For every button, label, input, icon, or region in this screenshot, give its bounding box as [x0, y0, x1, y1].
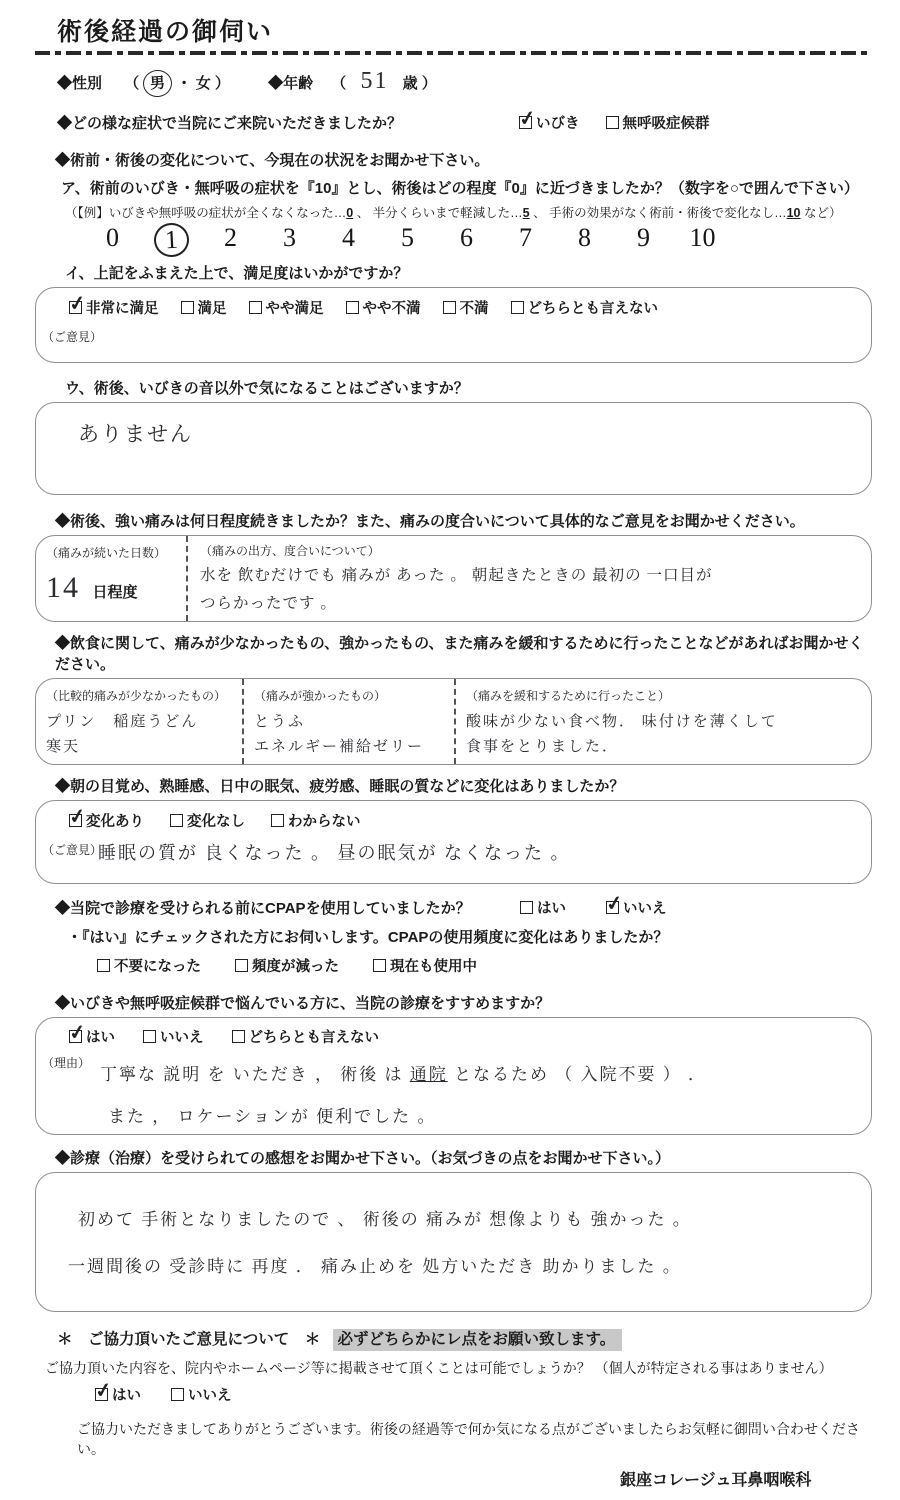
example-text: 、 手術の効果がなく術前・術後で変化なし… — [529, 206, 787, 220]
checkbox-icon — [271, 814, 284, 827]
checkbox-susume-hai[interactable] — [69, 1026, 115, 1047]
scale-number-0[interactable]: 0 — [106, 223, 119, 252]
scale-number-2[interactable]: 2 — [224, 223, 237, 252]
sleep-options — [36, 801, 871, 831]
food-relief-label: （痛みを緩和するために行ったこと） — [466, 689, 671, 703]
checkbox-icon — [69, 814, 82, 827]
age-label: ◆年齢 — [268, 75, 314, 92]
example-num-5: 5 — [522, 206, 530, 220]
other-concerns-answer: ありません — [78, 422, 193, 446]
profile-row — [57, 68, 872, 97]
satisfaction-question: イ、上記をふまえた上で、満足度はいかがですか？ — [65, 265, 409, 282]
impressions-box[interactable] — [35, 1172, 872, 1312]
checkbox-wakaranai[interactable] — [271, 810, 361, 831]
checkbox-label: 満足 — [197, 301, 227, 317]
reason-text: 丁寧な 説明 を いただき ， 術後 は — [100, 1065, 410, 1084]
change-sub-question: ア、術前のいびき・無呼吸の症状を『10』とし、術後はどの程度『0』に近づきましたか？（数字を○で囲んで下さい） — [61, 180, 859, 197]
pain-box — [35, 535, 872, 622]
age-value-handwritten[interactable]: 51 — [360, 68, 389, 94]
checkbox-icon — [519, 116, 532, 129]
example-text: （【例】いびきや無呼吸の症状が全くなくなった… — [65, 206, 347, 220]
recommend-question: ◆いびきや無呼吸症候群で悩んでいる方に、当院の診療をすすめますか？ — [55, 995, 551, 1012]
food-relief-line2: 食事をとりました． — [466, 739, 620, 755]
page-title: 術後経過の御伺い — [57, 19, 274, 46]
footer-feedback-line — [57, 1327, 872, 1349]
gender-middle: ・ 女 ） — [176, 75, 230, 92]
food-heading: ◆飲食に関して、痛みが少なかったもの、強かったもの、また痛みを緩和するために行ったことなどがあればお聞かせください。 — [55, 635, 864, 673]
checkbox-cpap-hai[interactable] — [520, 897, 566, 918]
cpap-followup-options — [97, 955, 872, 976]
scale-number-10[interactable]: 10 — [689, 223, 716, 252]
food-relief-line1: 酸味が少ない食べ物． 味付けを薄くして — [466, 714, 778, 730]
sleep-heading: ◆朝の目覚め、熟睡感、日中の眠気、疲労感、睡眠の質などに変化はありましたか？ — [55, 778, 625, 795]
checkbox-label: いいえ — [623, 901, 667, 917]
checkbox-icon — [606, 901, 619, 914]
checkbox-publish-hai[interactable] — [95, 1384, 141, 1405]
food-more-pain-line1: とうふ — [254, 714, 306, 730]
checkbox-label: いいえ — [188, 1388, 232, 1404]
checkbox-label: やや不満 — [362, 301, 421, 317]
checkbox-cpap-iie[interactable] — [606, 897, 667, 918]
checkbox-label: 頻度が減った — [252, 959, 339, 975]
checkbox-label: はい — [86, 1030, 115, 1046]
checkbox-label: どちらとも言えない — [527, 301, 658, 317]
reason-text: となるため （ 入院不要 ） ． — [447, 1065, 707, 1084]
example-num-10: 10 — [786, 206, 801, 220]
checkbox-susume-iie[interactable] — [143, 1026, 204, 1047]
symptom-question: ◆どの様な症状で当院にご来院いただきましたか？ — [57, 115, 403, 132]
checkbox-genzai-shiyou[interactable] — [373, 955, 477, 976]
feedback-highlight: 必ずどちらかにレ点をお願い致します。 — [333, 1329, 623, 1351]
recommend-box — [35, 1017, 872, 1135]
recommend-reason-line2[interactable]: また ， ロケーションが 便利でした 。 — [108, 1107, 437, 1126]
checkbox-icon — [171, 1388, 184, 1401]
pain-days-value: 14 — [46, 571, 80, 604]
age-paren-close: 歳 ） — [402, 75, 437, 92]
sleep-comment-value[interactable]: 睡眠の質が 良くなった 。 昼の眠気が なくなった 。 — [98, 843, 571, 863]
scale-number-1-circled[interactable]: 1 — [142, 223, 201, 257]
food-more-pain-label: （痛みが強かったもの） — [254, 689, 387, 703]
gender-male-circled[interactable]: 男 — [142, 69, 173, 98]
pain-detail-line1: 水を 飲むだけでも 痛みが あった 。 朝起きたときの 最初の 一口目が — [200, 567, 713, 584]
cpap-question: ◆当院で診療を受けられる前にCPAPを使用していましたか？ — [55, 900, 471, 917]
checkbox-icon — [232, 1030, 245, 1043]
impressions-line2: 一週間後の 受診時に 再度 ． 痛み止めを 処方いただき 助かりました 。 — [68, 1257, 682, 1276]
pain-detail-column[interactable] — [186, 536, 871, 621]
publish-question: ご協力頂いた内容を、院内やホームページ等に掲載させて頂くことは可能でしょうか？ （個人が特定される事はありません） — [45, 1360, 833, 1376]
checkbox-henka-ari[interactable] — [69, 810, 144, 831]
checkbox-icon — [235, 959, 248, 972]
scale-number-3[interactable]: 3 — [283, 223, 296, 252]
checkbox-label: いいえ — [160, 1030, 204, 1046]
cpap-row — [55, 897, 872, 918]
checkbox-icon — [95, 1388, 108, 1401]
checkbox-fuman[interactable] — [443, 297, 489, 318]
checkbox-icon — [97, 959, 110, 972]
food-box — [35, 678, 872, 765]
checkbox-yaya-manzoku[interactable] — [249, 297, 324, 318]
checkbox-icon — [181, 301, 194, 314]
checkbox-icon — [143, 1030, 156, 1043]
food-less-pain-column[interactable] — [36, 679, 242, 764]
checkbox-label: わからない — [288, 814, 361, 830]
checkbox-hindo-hetta[interactable] — [235, 955, 339, 976]
checkbox-icon — [511, 301, 524, 314]
checkbox-mukokyu[interactable] — [606, 112, 710, 133]
scale-number-5[interactable]: 5 — [401, 223, 414, 252]
pain-detail-label: （痛みの出方、度合いについて） — [200, 544, 380, 558]
example-text: など） — [800, 206, 842, 220]
scale-number-9[interactable]: 9 — [637, 223, 650, 252]
reason-label: （理由） — [42, 1056, 91, 1070]
reason-text-underlined: 通院 — [409, 1065, 448, 1084]
title-divider — [35, 51, 872, 55]
symptom-row — [57, 112, 872, 133]
feedback-note: ＊ ご協力頂いたご意見について ＊ — [57, 1331, 321, 1348]
impressions-heading: ◆診療（治療）を受けられての感想をお聞かせ下さい。（お気づきの点をお聞かせ下さい。） — [55, 1150, 671, 1167]
gender-label: ◆性別 — [57, 75, 103, 92]
checkbox-hijouni-manzoku[interactable] — [69, 297, 159, 318]
publish-options — [95, 1384, 872, 1405]
checkbox-icon — [170, 814, 183, 827]
other-concerns-box[interactable] — [35, 402, 872, 495]
checkbox-icon — [443, 301, 456, 314]
food-less-pain-label: （比較的痛みが少なかったもの） — [46, 689, 227, 703]
pain-detail-line2: つらかったです 。 — [200, 595, 337, 612]
checkbox-label: 非常に満足 — [86, 301, 159, 317]
comment-label: （ご意見） — [42, 843, 103, 857]
checkbox-icon — [69, 301, 82, 314]
scale-number-4[interactable]: 4 — [342, 223, 355, 252]
satisfaction-options — [36, 288, 871, 318]
checkbox-label: 現在も使用中 — [390, 959, 477, 975]
checkbox-icon — [346, 301, 359, 314]
other-concerns-question: ウ、術後、いびきの音以外で気になることはございますか？ — [65, 380, 469, 397]
checkbox-label: 無呼吸症候群 — [622, 116, 710, 132]
recommend-options — [36, 1018, 871, 1047]
satisfaction-box — [35, 287, 872, 363]
checkbox-yaya-fuman[interactable] — [346, 297, 421, 318]
clinic-name: 銀座コレージュ耳鼻咽喉科 — [620, 1472, 812, 1489]
pain-days-label: （痛みが続いた日数） — [46, 546, 167, 560]
checkbox-henka-nashi[interactable] — [170, 810, 245, 831]
checkbox-manzoku[interactable] — [181, 297, 227, 318]
checkbox-icon — [69, 1030, 82, 1043]
checkbox-dochiratomo[interactable] — [511, 297, 659, 318]
checkbox-label: はい — [537, 901, 566, 917]
checkbox-label: 不満 — [459, 301, 489, 317]
pain-heading: ◆術後、強い痛みは何日程度続きましたか？また、痛みの度合いについて具体的なご意見をお聞かせください。 — [55, 513, 805, 530]
food-more-pain-line2: エネルギー補給ゼリー — [254, 739, 425, 755]
thanks-message: ご協力いただきましてありがとうございます。術後の経過等で何か気になる点がございましたらお気軽に御問い合わせください。 — [77, 1421, 860, 1457]
checkbox-label: やや満足 — [265, 301, 324, 317]
scale-number-6[interactable]: 6 — [460, 223, 473, 252]
pain-days-unit: 日程度 — [92, 584, 138, 601]
food-less-pain-line1: プリン 稲庭うどん — [46, 714, 199, 730]
recommend-reason-line1[interactable] — [100, 1060, 707, 1085]
checkbox-label: 変化あり — [86, 814, 144, 830]
food-more-pain-column[interactable] — [242, 679, 454, 764]
scale-number-8[interactable]: 8 — [578, 223, 591, 252]
age-paren-open: （ — [331, 75, 347, 92]
checkbox-label: はい — [112, 1388, 141, 1404]
food-relief-column[interactable] — [454, 679, 871, 764]
checkbox-ibiki[interactable] — [519, 112, 580, 133]
checkbox-label: 変化なし — [187, 814, 245, 830]
gender-paren-open: （ — [124, 75, 140, 92]
checkbox-icon — [373, 959, 386, 972]
change-heading: ◆術前・術後の変化について、今現在の状況をお聞かせ下さい。 — [55, 152, 490, 169]
checkbox-susume-dochira[interactable] — [232, 1026, 380, 1047]
severity-scale — [83, 223, 872, 257]
example-num-0: 0 — [346, 206, 354, 220]
example-text: 、 半分くらいまで軽減した… — [353, 206, 523, 220]
scale-number-7[interactable]: 7 — [519, 223, 532, 252]
checkbox-label: いびき — [536, 116, 580, 132]
sleep-box — [35, 800, 872, 884]
cpap-followup-question: ・『はい』にチェックされた方にお伺いします。CPAPの使用頻度に変化はありましたか？ — [67, 929, 669, 946]
checkbox-label: 不要になった — [114, 959, 201, 975]
comment-label: （ご意見） — [42, 330, 103, 344]
checkbox-icon — [606, 116, 619, 129]
checkbox-icon — [249, 301, 262, 314]
checkbox-publish-iie[interactable] — [171, 1384, 232, 1405]
checkbox-icon — [520, 901, 533, 914]
impressions-line1: 初めて 手術となりましたので 、 術後の 痛みが 想像よりも 強かった 。 — [78, 1210, 692, 1229]
pain-days-column[interactable] — [36, 536, 186, 621]
checkbox-label: どちらとも言えない — [248, 1030, 379, 1046]
food-less-pain-line2: 寒天 — [46, 739, 81, 755]
checkbox-fuyou[interactable] — [97, 955, 201, 976]
change-example-line — [65, 203, 872, 221]
